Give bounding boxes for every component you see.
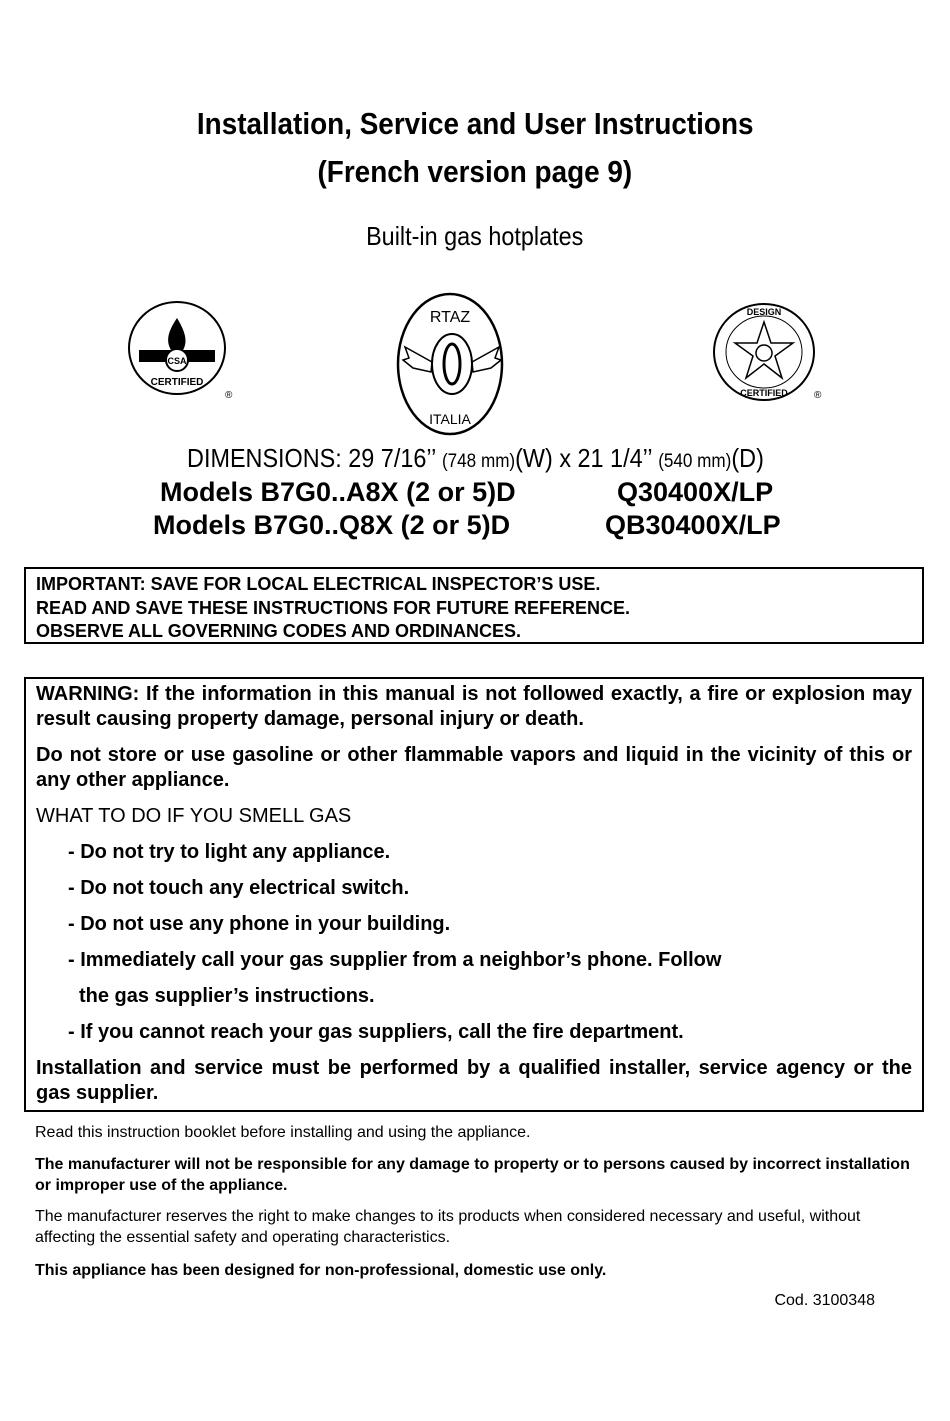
- model-name: Models B7G0..Q8X (2 or 5)D: [153, 510, 511, 540]
- svg-text:CSA: CSA: [167, 356, 187, 366]
- changes-note: The manufacturer reserves the right to make changes to its products when considered necessary and useful, without affecting the essential safety and operating characteristics.: [35, 1208, 861, 1246]
- model-row: [160, 477, 516, 508]
- model-code: [605, 510, 781, 541]
- installation-notice: Installation and service must be performed by a qualified installer, service agency or the gas supplier.: [36, 1057, 912, 1104]
- important-notice-box: [24, 567, 924, 644]
- smell-gas-heading: WHAT TO DO IF YOU SMELL GAS: [36, 805, 352, 827]
- gas-step: - Do not use any phone in your building.: [68, 913, 451, 935]
- dimensions-label: DIMENSIONS: [186, 443, 335, 473]
- csa-design-certified-star-logo-icon: [712, 300, 827, 405]
- svg-text:CERTIFIED: CERTIFIED: [740, 388, 788, 398]
- title-text: Installation, Service and User Instructions: [196, 106, 754, 141]
- storage-warning: Do not store or use gasoline or other flammable vapors and liquid in the vicinity of this or any other appliance.: [36, 744, 912, 791]
- gas-step-continued: the gas supplier’s instructions.: [79, 985, 375, 1007]
- svg-text:®: ®: [814, 390, 822, 401]
- model-code-text: QB30400X/LP: [605, 510, 781, 540]
- warning-text: WARNING: If the information in this manual is not followed exactly, a fire or explosion may result causing property damage, personal injury or death.: [36, 683, 912, 730]
- width-inches: 29 7/16’’: [347, 443, 436, 473]
- csa-certified-flame-logo-icon: [125, 300, 240, 405]
- liability-note: The manufacturer will not be responsible for any damage to property or to persons caused by incorrect installation or improper use of the appliance.: [35, 1156, 910, 1194]
- model-code: [617, 477, 773, 508]
- svg-text:ITALIA: ITALIA: [429, 411, 471, 427]
- important-line: IMPORTANT: SAVE FOR LOCAL ELECTRICAL INSPECTOR’S USE.: [36, 574, 601, 594]
- title-line-2: [0, 154, 950, 190]
- depth-mm: (540 mm): [657, 451, 731, 472]
- important-line: OBSERVE ALL GOVERNING CODES AND ORDINANCES.: [36, 621, 522, 641]
- subtitle-text: Built-in gas hotplates: [366, 221, 584, 251]
- model-row: [153, 510, 510, 541]
- model-code-text: Q30400X/LP: [617, 477, 774, 507]
- title-line-1: [0, 106, 950, 142]
- svg-text:DESIGN: DESIGN: [746, 307, 782, 317]
- read-booklet-note: Read this instruction booklet before installing and using the appliance.: [35, 1124, 531, 1141]
- title-text: (French version page 9): [317, 154, 633, 189]
- width-mm: (748 mm): [441, 451, 515, 472]
- dimensions-line: DIMENSIONS: 29 7/16’’ (748 mm)(W) x 21 1/4’’ (540 mm)(D): [186, 443, 764, 473]
- depth-tag: (D): [730, 443, 764, 473]
- times-sign: x: [558, 443, 571, 473]
- gas-step: - Do not touch any electrical switch.: [68, 877, 410, 899]
- svg-text:CERTIFIED: CERTIFIED: [150, 377, 204, 388]
- model-name: Models B7G0..A8X (2 or 5)D: [160, 477, 516, 507]
- document-code: Cod. 3100348: [774, 1292, 875, 1309]
- important-line: READ AND SAVE THESE INSTRUCTIONS FOR FUTURE REFERENCE.: [36, 597, 631, 618]
- gas-step: - Do not try to light any appliance.: [68, 841, 391, 863]
- depth-inches: 21 1/4’’: [577, 443, 652, 473]
- width-tag: (W): [514, 443, 553, 473]
- svg-text:RTAZ: RTAZ: [429, 309, 471, 326]
- warning-box: [24, 677, 924, 1112]
- subtitle: [0, 221, 950, 252]
- gas-step: - If you cannot reach your gas suppliers, call the fire department.: [68, 1021, 684, 1043]
- gas-step: - Immediately call your gas supplier from a neighbor’s phone. Follow: [68, 949, 722, 971]
- domestic-use-note: This appliance has been designed for non-professional, domestic use only.: [35, 1262, 607, 1279]
- bertazzoni-logo-icon: [395, 292, 505, 437]
- svg-text:®: ®: [225, 390, 233, 401]
